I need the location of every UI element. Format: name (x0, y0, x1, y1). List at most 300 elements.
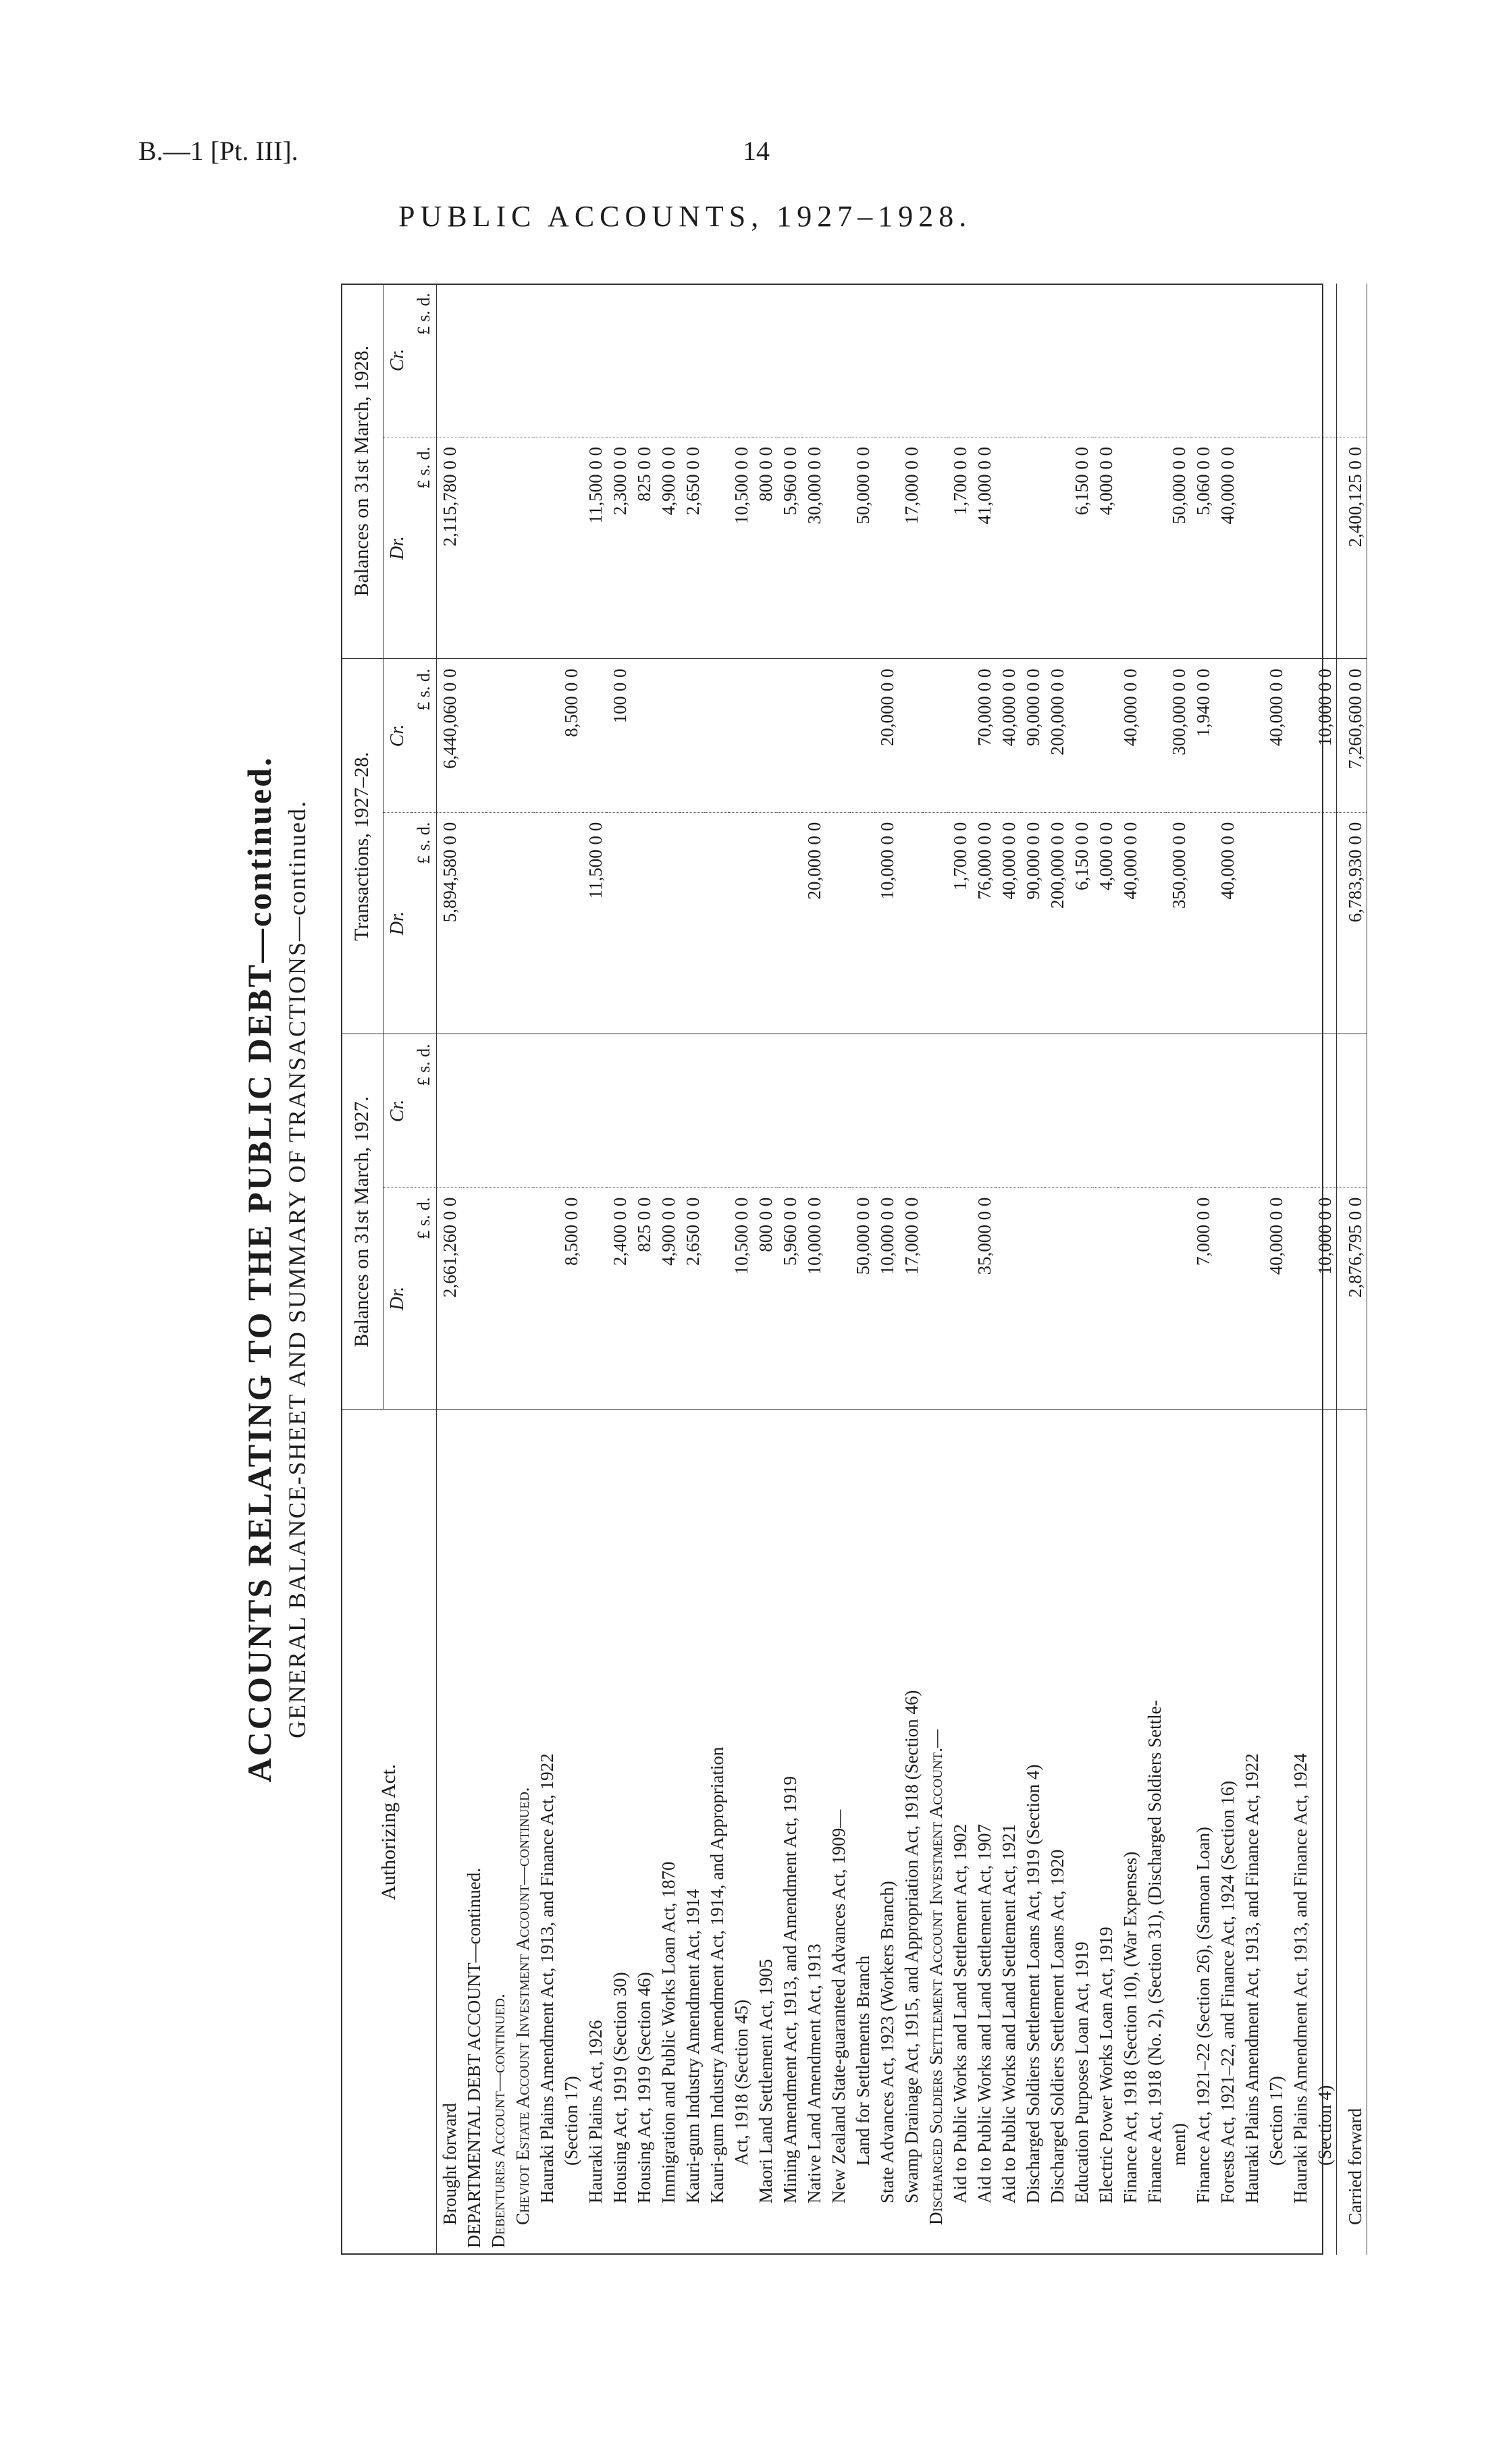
amount-cr2 (534, 659, 558, 812)
amount-dr1: 35,000 0 0 (972, 1187, 996, 1410)
act-label (558, 1410, 583, 2255)
amount-dr1: 17,000 0 0 (899, 1187, 923, 1410)
amount-dr3: 2,115,780 0 0 (437, 437, 462, 659)
act-label-text: (Section 17) (1266, 2076, 1286, 2166)
cr-header: Cr. (384, 659, 413, 812)
table-row (1239, 284, 1263, 2255)
amount-dr3: 6,150 0 0 (1069, 437, 1093, 659)
act-label-text: Finance Act, 1918 (Section 10), (War Expenses) (1120, 1851, 1140, 2203)
amount-cr3 (583, 284, 607, 437)
amount-dr3 (558, 437, 583, 659)
amount-cr1 (1190, 1034, 1215, 1187)
amount-cr1 (704, 1034, 729, 1187)
amount-dr2: 5,894,580 0 0 (437, 812, 462, 1034)
amount-cr3 (1263, 284, 1288, 437)
amount-dr2 (485, 812, 510, 1034)
amount-cr3 (1337, 284, 1367, 437)
table-row (850, 284, 874, 2255)
act-label-text: Forests Act, 1921–22, and Finance Act, 1924 (Section 16) (1217, 1780, 1238, 2203)
amount-dr1 (510, 1187, 534, 1410)
act-label (996, 1410, 1020, 2255)
amount-dr1 (1215, 1187, 1239, 1410)
amount-dr3 (1020, 437, 1045, 659)
table-row (1263, 284, 1288, 2255)
amount-cr2: 8,500 0 0 (558, 659, 583, 812)
amount-dr3: 1,700 0 0 (947, 437, 972, 659)
act-label-text: Discharged Soldiers Settlement Loans Act, 1920 (1047, 1849, 1067, 2203)
amount-dr2: 10,000 0 0 (874, 812, 899, 1034)
act-label (1045, 1410, 1069, 2255)
amount-cr2 (631, 659, 656, 812)
amount-dr2 (753, 812, 777, 1034)
amount-dr3 (923, 437, 947, 659)
authorizing-act-header: Authorizing Act. (341, 1410, 437, 2255)
amount-dr2: 76,000 0 0 (972, 812, 996, 1034)
currency-units: £ s. d. (412, 659, 437, 812)
table-row (1312, 284, 1337, 2255)
table-row (1142, 284, 1166, 2255)
amount-dr2 (826, 812, 850, 1034)
table-row (1093, 284, 1117, 2255)
amount-cr3 (850, 284, 874, 437)
act-label-text: Aid to Public Works and Land Settlement Act, 1921 (999, 1823, 1019, 2203)
amount-dr2 (704, 812, 729, 1034)
amount-cr2 (485, 659, 510, 812)
amount-dr2 (1142, 812, 1166, 1034)
amount-cr2 (729, 659, 753, 812)
table-row (801, 284, 826, 2255)
amount-cr1 (1263, 1034, 1288, 1187)
amount-cr3 (947, 284, 972, 437)
amount-cr1 (1239, 1034, 1263, 1187)
act-label-text: Hauraki Plains Amendment Act, 1913, and Finance Act, 1922 (1242, 1753, 1262, 2203)
balances-1927-header: Balances on 31st March, 1927. (341, 1034, 384, 1410)
amount-dr1: 50,000 0 0 (850, 1187, 874, 1410)
amount-dr2: 40,000 0 0 (1117, 812, 1142, 1034)
amount-cr3 (1239, 284, 1263, 437)
act-label (461, 1410, 485, 2255)
amount-dr3: 50,000 0 0 (850, 437, 874, 659)
act-label (801, 1410, 826, 2255)
act-label-text: Aid to Public Works and Land Settlement Act, 1907 (974, 1823, 995, 2203)
table-row (1288, 284, 1312, 2255)
act-label-text: ment) (1169, 2123, 1189, 2166)
amount-dr1: 7,000 0 0 (1190, 1187, 1215, 1410)
amount-dr1 (704, 1187, 729, 1410)
amount-dr1 (923, 1187, 947, 1410)
amount-dr3: 2,650 0 0 (680, 437, 704, 659)
act-label (1190, 1410, 1215, 2255)
act-label (729, 1410, 753, 2255)
amount-dr2: 200,000 0 0 (1045, 812, 1069, 1034)
amount-cr2: 40,000 0 0 (996, 659, 1020, 812)
amount-cr2: 40,000 0 0 (1117, 659, 1142, 812)
amount-cr2 (1093, 659, 1117, 812)
amount-cr3 (1020, 284, 1045, 437)
table-subtitle: GENERAL BALANCE-SHEET AND SUMMARY OF TRANSACTIONS—continued. (284, 799, 311, 1739)
amount-cr3 (1069, 284, 1093, 437)
amount-cr1 (996, 1034, 1020, 1187)
amount-cr3 (1312, 284, 1337, 437)
act-label (947, 1410, 972, 2255)
amount-dr1 (1093, 1187, 1117, 1410)
amount-dr2 (1263, 812, 1288, 1034)
amount-cr2 (826, 659, 850, 812)
act-label (485, 1410, 510, 2255)
amount-cr3 (972, 284, 996, 437)
table-row (1020, 284, 1045, 2255)
amount-cr1 (1045, 1034, 1069, 1187)
act-label (1020, 1410, 1045, 2255)
amount-dr2 (777, 812, 801, 1034)
amount-dr3: 4,900 0 0 (656, 437, 680, 659)
amount-cr3 (510, 284, 534, 437)
amount-dr3: 5,060 0 0 (1190, 437, 1215, 659)
act-label (680, 1410, 704, 2255)
amount-dr2: 6,150 0 0 (1069, 812, 1093, 1034)
table-row (437, 284, 462, 2255)
amount-dr2 (680, 812, 704, 1034)
act-label-text: Housing Act, 1919 (Section 30) (610, 1972, 630, 2203)
amount-cr3 (656, 284, 680, 437)
amount-cr1 (558, 1034, 583, 1187)
amount-cr1 (947, 1034, 972, 1187)
table-row (729, 284, 753, 2255)
act-label (1312, 1410, 1337, 2255)
amount-dr2: 4,000 0 0 (1093, 812, 1117, 1034)
currency-units: £ s. d. (412, 812, 437, 1034)
amount-dr1: 10,000 0 0 (1312, 1187, 1337, 1410)
act-label (1069, 1410, 1093, 2255)
amount-dr2 (607, 812, 631, 1034)
amount-dr3 (704, 437, 729, 659)
amount-dr2 (923, 812, 947, 1034)
amount-dr1 (534, 1187, 558, 1410)
amount-dr3 (485, 437, 510, 659)
amount-dr3 (1263, 437, 1288, 659)
amount-cr2 (656, 659, 680, 812)
table-row (972, 284, 996, 2255)
table-row (680, 284, 704, 2255)
amount-dr1: 2,876,795 0 0 (1337, 1187, 1367, 1410)
amount-dr1 (1117, 1187, 1142, 1410)
amount-cr2 (923, 659, 947, 812)
amount-dr3: 2,400,125 0 0 (1337, 437, 1367, 659)
amount-dr3: 2,300 0 0 (607, 437, 631, 659)
act-label-text: Native Land Amendment Act, 1913 (804, 1944, 824, 2203)
act-label-text: Kauri-gum Industry Amendment Act, 1914 (683, 1889, 703, 2203)
dr-header: Dr. (384, 437, 413, 659)
act-label-text: Education Purposes Loan Act, 1919 (1072, 1941, 1092, 2203)
amount-dr2 (899, 812, 923, 1034)
amount-cr2 (704, 659, 729, 812)
act-label-text: (Section 17) (561, 2076, 581, 2166)
currency-units: £ s. d. (412, 1034, 437, 1187)
amount-dr2 (1190, 812, 1215, 1034)
amount-dr1 (1045, 1187, 1069, 1410)
amount-cr1 (899, 1034, 923, 1187)
act-label-text: Hauraki Plains Amendment Act, 1913, and Finance Act, 1922 (537, 1753, 557, 2203)
amount-dr2 (510, 812, 534, 1034)
amount-dr3 (1239, 437, 1263, 659)
amount-dr1 (485, 1187, 510, 1410)
amount-cr2: 40,000 0 0 (1263, 659, 1288, 812)
amount-cr1 (850, 1034, 874, 1187)
amount-dr3: 17,000 0 0 (899, 437, 923, 659)
amount-cr2 (1215, 659, 1239, 812)
amount-cr1 (1020, 1034, 1045, 1187)
table-row (485, 284, 510, 2255)
act-label (510, 1410, 534, 2255)
amount-dr3: 5,960 0 0 (777, 437, 801, 659)
amount-cr3 (1117, 284, 1142, 437)
act-label-text: Cheviot Estate Account Investment Account—continued. (512, 1787, 533, 2225)
amount-dr3: 825 0 0 (631, 437, 656, 659)
amount-cr1 (826, 1034, 850, 1187)
amount-cr1 (656, 1034, 680, 1187)
amount-cr3 (1288, 284, 1312, 437)
act-label (704, 1410, 729, 2255)
act-label-text: (Section 4) (1315, 2085, 1335, 2166)
amount-cr1 (1093, 1034, 1117, 1187)
amount-cr3 (607, 284, 631, 437)
amount-cr1 (607, 1034, 631, 1187)
table-row (558, 284, 583, 2255)
amount-dr2: 350,000 0 0 (1166, 812, 1190, 1034)
act-label (850, 1410, 874, 2255)
amount-dr1: 800 0 0 (753, 1187, 777, 1410)
amount-dr1 (1020, 1187, 1045, 1410)
amount-dr3 (1312, 437, 1337, 659)
amount-dr1 (461, 1187, 485, 1410)
amount-cr2 (850, 659, 874, 812)
act-label-text: Aid to Public Works and Land Settlement Act, 1902 (950, 1823, 970, 2203)
amount-cr1 (485, 1034, 510, 1187)
amount-cr3 (1190, 284, 1215, 437)
act-label (1263, 1410, 1288, 2255)
amount-cr1 (1312, 1034, 1337, 1187)
amount-dr1 (583, 1187, 607, 1410)
table-title: ACCOUNTS RELATING TO THE PUBLIC DEBT—continued. (240, 755, 278, 1783)
act-label-text: Discharged Soldiers Settlement Loans Act, 1919 (Section 4) (1023, 1764, 1043, 2203)
amount-dr2 (631, 812, 656, 1034)
amount-dr1 (826, 1187, 850, 1410)
amount-cr1 (1166, 1034, 1190, 1187)
amount-cr2: 70,000 0 0 (972, 659, 996, 812)
amount-cr2 (777, 659, 801, 812)
amount-cr1 (583, 1034, 607, 1187)
act-label (1093, 1410, 1117, 2255)
amount-cr3 (680, 284, 704, 437)
amount-dr3 (1045, 437, 1069, 659)
amount-dr2 (850, 812, 874, 1034)
amount-dr1: 2,400 0 0 (607, 1187, 631, 1410)
act-label (1166, 1410, 1190, 2255)
amount-cr2 (947, 659, 972, 812)
amount-dr3: 10,500 0 0 (729, 437, 753, 659)
amount-dr1: 10,000 0 0 (874, 1187, 899, 1410)
amount-dr1 (1069, 1187, 1093, 1410)
amount-cr1 (753, 1034, 777, 1187)
amount-dr3 (874, 437, 899, 659)
amount-cr3 (704, 284, 729, 437)
amount-cr1 (534, 1034, 558, 1187)
amount-cr3 (1166, 284, 1190, 437)
act-label-text: Finance Act, 1921–22 (Section 26), (Samoan Loan) (1193, 1827, 1213, 2203)
amount-dr1: 2,650 0 0 (680, 1187, 704, 1410)
amount-dr1: 10,000 0 0 (801, 1187, 826, 1410)
amount-cr3 (1142, 284, 1166, 437)
table-row (1117, 284, 1142, 2255)
amount-cr3 (753, 284, 777, 437)
table-row (631, 284, 656, 2255)
amount-cr2 (1069, 659, 1093, 812)
act-label-text: Hauraki Plains Amendment Act, 1913, and Finance Act, 1924 (1290, 1753, 1311, 2203)
act-label (583, 1410, 607, 2255)
amount-dr2 (656, 812, 680, 1034)
amount-cr1 (437, 1034, 462, 1187)
amount-dr3 (1117, 437, 1142, 659)
table-row (899, 284, 923, 2255)
table-body (437, 284, 1367, 2255)
amount-dr3 (996, 437, 1020, 659)
table-row (1190, 284, 1215, 2255)
amount-cr2: 100 0 0 (607, 659, 631, 812)
amount-dr2: 6,783,930 0 0 (1337, 812, 1367, 1034)
act-label (437, 1410, 462, 2255)
balance-sheet-table (341, 284, 1367, 2255)
act-label (753, 1410, 777, 2255)
table-row (1045, 284, 1069, 2255)
act-label-text: State Advances Act, 1923 (Workers Branch) (877, 1881, 897, 2203)
amount-cr3 (437, 284, 462, 437)
table-row (534, 284, 558, 2255)
act-label-text: Act, 1918 (Section 45) (731, 2000, 751, 2166)
table-row (1215, 284, 1239, 2255)
act-label (826, 1410, 850, 2255)
amount-dr2 (1288, 812, 1312, 1034)
table-row (461, 284, 485, 2255)
act-label (1288, 1410, 1312, 2255)
amount-cr1 (1337, 1034, 1367, 1187)
amount-cr3 (874, 284, 899, 437)
amount-dr1 (1288, 1187, 1312, 1410)
amount-cr3 (996, 284, 1020, 437)
act-label-text: Land for Settlements Branch (853, 1955, 873, 2166)
report-reference: B.—1 [Pt. III]. (138, 136, 298, 166)
act-label (656, 1410, 680, 2255)
cr-header: Cr. (384, 1034, 413, 1187)
amount-dr2: 40,000 0 0 (1215, 812, 1239, 1034)
transactions-header: Transactions, 1927–28. (341, 659, 384, 1034)
table-row (777, 284, 801, 2255)
amount-cr3 (485, 284, 510, 437)
amount-dr3: 41,000 0 0 (972, 437, 996, 659)
act-label (777, 1410, 801, 2255)
amount-dr1 (1142, 1187, 1166, 1410)
table-row (1166, 284, 1190, 2255)
act-label (899, 1410, 923, 2255)
act-label-text: Swamp Drainage Act, 1915, and Appropriation Act, 1918 (Section 46) (901, 1690, 922, 2203)
amount-cr1 (1117, 1034, 1142, 1187)
amount-dr1 (947, 1187, 972, 1410)
amount-cr1 (729, 1034, 753, 1187)
amount-dr1: 8,500 0 0 (558, 1187, 583, 1410)
act-label-text: Brought forward (440, 2103, 460, 2225)
amount-dr3: 11,500 0 0 (583, 437, 607, 659)
amount-cr2 (510, 659, 534, 812)
act-label-text: Hauraki Plains Act, 1926 (585, 2020, 606, 2203)
amount-dr1: 40,000 0 0 (1263, 1187, 1288, 1410)
amount-cr1 (801, 1034, 826, 1187)
dr-header: Dr. (384, 812, 413, 1034)
amount-dr1 (996, 1187, 1020, 1410)
dr-header: Dr. (384, 1187, 413, 1410)
amount-dr2 (461, 812, 485, 1034)
amount-dr3: 800 0 0 (753, 437, 777, 659)
amount-cr3 (899, 284, 923, 437)
amount-cr2 (1288, 659, 1312, 812)
amount-dr1 (1166, 1187, 1190, 1410)
amount-cr2 (801, 659, 826, 812)
act-label (874, 1410, 899, 2255)
amount-cr1 (631, 1034, 656, 1187)
act-label (631, 1410, 656, 2255)
amount-cr3 (923, 284, 947, 437)
amount-cr3 (801, 284, 826, 437)
currency-units: £ s. d. (412, 1187, 437, 1410)
page-title: PUBLIC ACCOUNTS, 1927–1928. (398, 200, 972, 233)
currency-units: £ s. d. (412, 284, 437, 437)
amount-cr2: 7,260,600 0 0 (1337, 659, 1367, 812)
table-row (1069, 284, 1093, 2255)
amount-dr2 (558, 812, 583, 1034)
act-label-text: Housing Act, 1919 (Section 46) (634, 1972, 654, 2203)
table-row (947, 284, 972, 2255)
act-label-text: New Zealand State-guaranteed Advances Act, 1909— (828, 1809, 849, 2203)
table-row (583, 284, 607, 2255)
amount-dr1: 825 0 0 (631, 1187, 656, 1410)
amount-dr2: 40,000 0 0 (996, 812, 1020, 1034)
table-row (826, 284, 850, 2255)
act-label (1215, 1410, 1239, 2255)
amount-cr3 (1045, 284, 1069, 437)
amount-cr2: 10,000 0 0 (1312, 659, 1337, 812)
act-label (1337, 1410, 1367, 2255)
act-label-text: Mining Amendment Act, 1913, and Amendment Act, 1919 (780, 1776, 800, 2203)
amount-dr3: 30,000 0 0 (801, 437, 826, 659)
amount-dr3 (534, 437, 558, 659)
amount-cr3 (777, 284, 801, 437)
act-label-text: Carried forward (1345, 2108, 1365, 2225)
act-label (607, 1410, 631, 2255)
table-row (996, 284, 1020, 2255)
act-label-text: Electric Power Works Loan Act, 1919 (1096, 1927, 1116, 2203)
balances-1928-header: Balances on 31st March, 1928. (341, 284, 384, 659)
currency-units: £ s. d. (412, 437, 437, 659)
amount-cr2: 6,440,060 0 0 (437, 659, 462, 812)
amount-dr3: 4,000 0 0 (1093, 437, 1117, 659)
amount-cr3 (1093, 284, 1117, 437)
amount-dr3 (826, 437, 850, 659)
amount-cr3 (534, 284, 558, 437)
table-row (704, 284, 729, 2255)
rotated-table-panel (240, 284, 1365, 2255)
total-row (1337, 284, 1367, 2255)
amount-dr1: 4,900 0 0 (656, 1187, 680, 1410)
amount-cr2: 300,000 0 0 (1166, 659, 1190, 812)
table-row (874, 284, 899, 2255)
